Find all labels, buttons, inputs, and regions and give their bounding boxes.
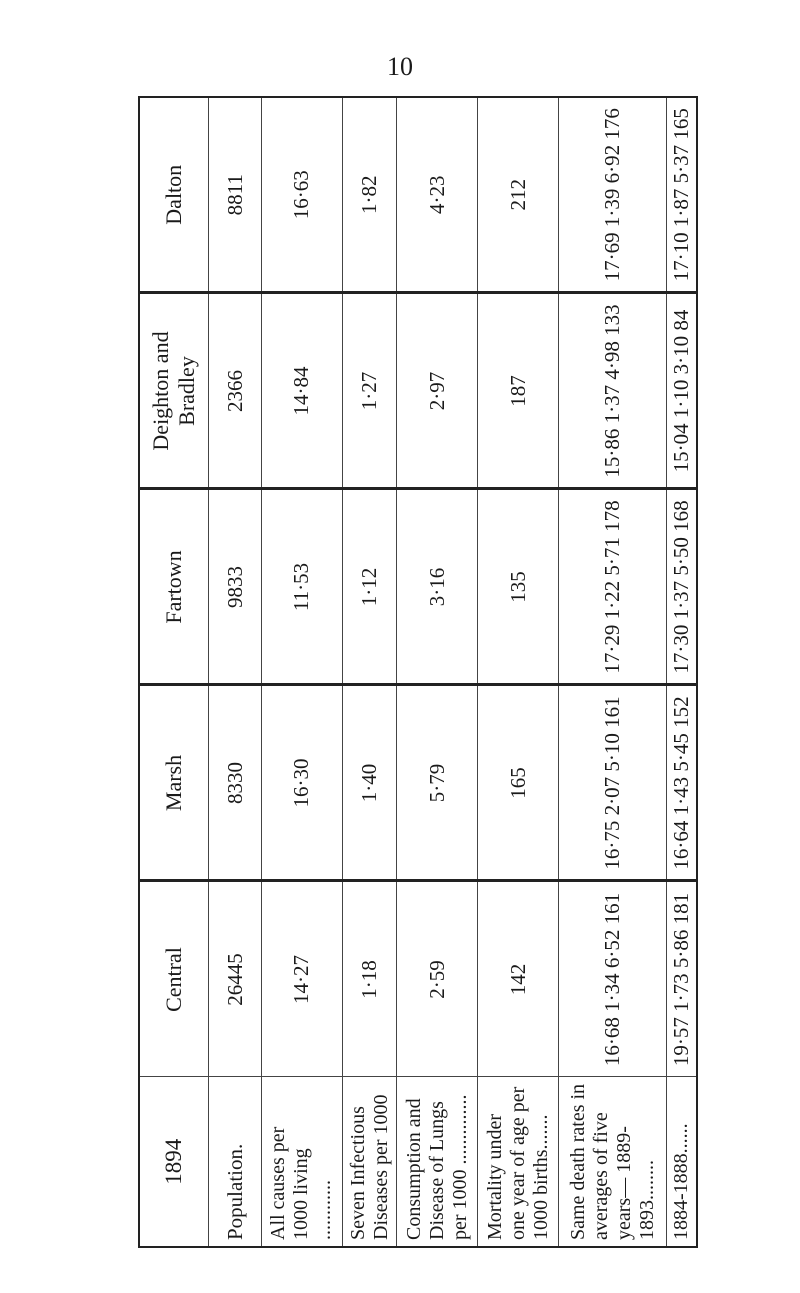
table-cell: 17·69 1·39 6·92 176 <box>559 97 667 293</box>
table-cell: 135 <box>478 489 559 685</box>
district-header: Fartown <box>139 489 209 685</box>
table-cell: 3·16 <box>397 489 478 685</box>
district-header: Marsh <box>139 685 209 881</box>
table-cell: 5·79 <box>397 685 478 881</box>
district-header: Central <box>139 881 209 1077</box>
table-cell: 11·53 <box>262 489 343 685</box>
table-cell: 17·10 1·87 5·37 165 <box>666 97 697 293</box>
table-cell: 2·97 <box>397 293 478 489</box>
row-label: Consumption and Disease of Lungs per 1000 .............. <box>397 1077 478 1247</box>
table-cell: 1·82 <box>342 97 396 293</box>
table-cell: 187 <box>478 293 559 489</box>
table-cell: 16·30 <box>262 685 343 881</box>
page-number: 10 <box>387 52 413 81</box>
table-cell: 4·23 <box>397 97 478 293</box>
table-cell: 19·57 1·73 5·86 181 <box>666 881 697 1077</box>
table-cell: 16·68 1·34 6·52 161 <box>559 881 667 1077</box>
population-row <box>209 97 262 1247</box>
population-value: 2366 <box>209 293 262 489</box>
table-row <box>262 97 343 1247</box>
table-cell: 1·18 <box>342 881 396 1077</box>
table-cell: 16·63 <box>262 97 343 293</box>
rotated-statistics-table <box>138 98 698 1248</box>
row-label: 1884-1888...... <box>666 1077 697 1247</box>
death-rate-table <box>138 96 698 1248</box>
table-row <box>397 97 478 1247</box>
district-header: Deighton and Bradley <box>139 293 209 489</box>
table-cell: 14·84 <box>262 293 343 489</box>
row-label: All causes per 1000 living ............ <box>262 1077 343 1247</box>
table-cell: 2·59 <box>397 881 478 1077</box>
population-value: 8330 <box>209 685 262 881</box>
district-header: Dalton <box>139 97 209 293</box>
table-cell: 15·86 1·37 4·98 133 <box>559 293 667 489</box>
table-cell: 17·30 1·37 5·50 168 <box>666 489 697 685</box>
table-cell: 142 <box>478 881 559 1077</box>
table-cell: 16·75 2·07 5·10 161 <box>559 685 667 881</box>
table-cell: 165 <box>478 685 559 881</box>
row-label: Mortality under one year of age per 1000 births....... <box>478 1077 559 1247</box>
table-row <box>666 97 697 1247</box>
table-cell: 1·12 <box>342 489 396 685</box>
table-row <box>478 97 559 1247</box>
table-cell: 1·40 <box>342 685 396 881</box>
population-value: 9833 <box>209 489 262 685</box>
table-cell: 17·29 1·22 5·71 178 <box>559 489 667 685</box>
table-cell: 15·04 1·10 3·10 84 <box>666 293 697 489</box>
table-cell: 212 <box>478 97 559 293</box>
table-cell: 1·27 <box>342 293 396 489</box>
population-value: 26445 <box>209 881 262 1077</box>
header-row <box>139 97 209 1247</box>
table-cell: 14·27 <box>262 881 343 1077</box>
year-header: 1894 <box>139 1077 209 1247</box>
row-label: Same death rates in averages of five years— 1889-1893........ <box>559 1077 667 1247</box>
population-label: Population. <box>209 1077 262 1247</box>
row-label: Seven Infectious Diseases per 1000 <box>342 1077 396 1247</box>
table-row <box>342 97 396 1247</box>
table-row <box>559 97 667 1247</box>
table-cell: 16·64 1·43 5·45 152 <box>666 685 697 881</box>
population-value: 8811 <box>209 97 262 293</box>
